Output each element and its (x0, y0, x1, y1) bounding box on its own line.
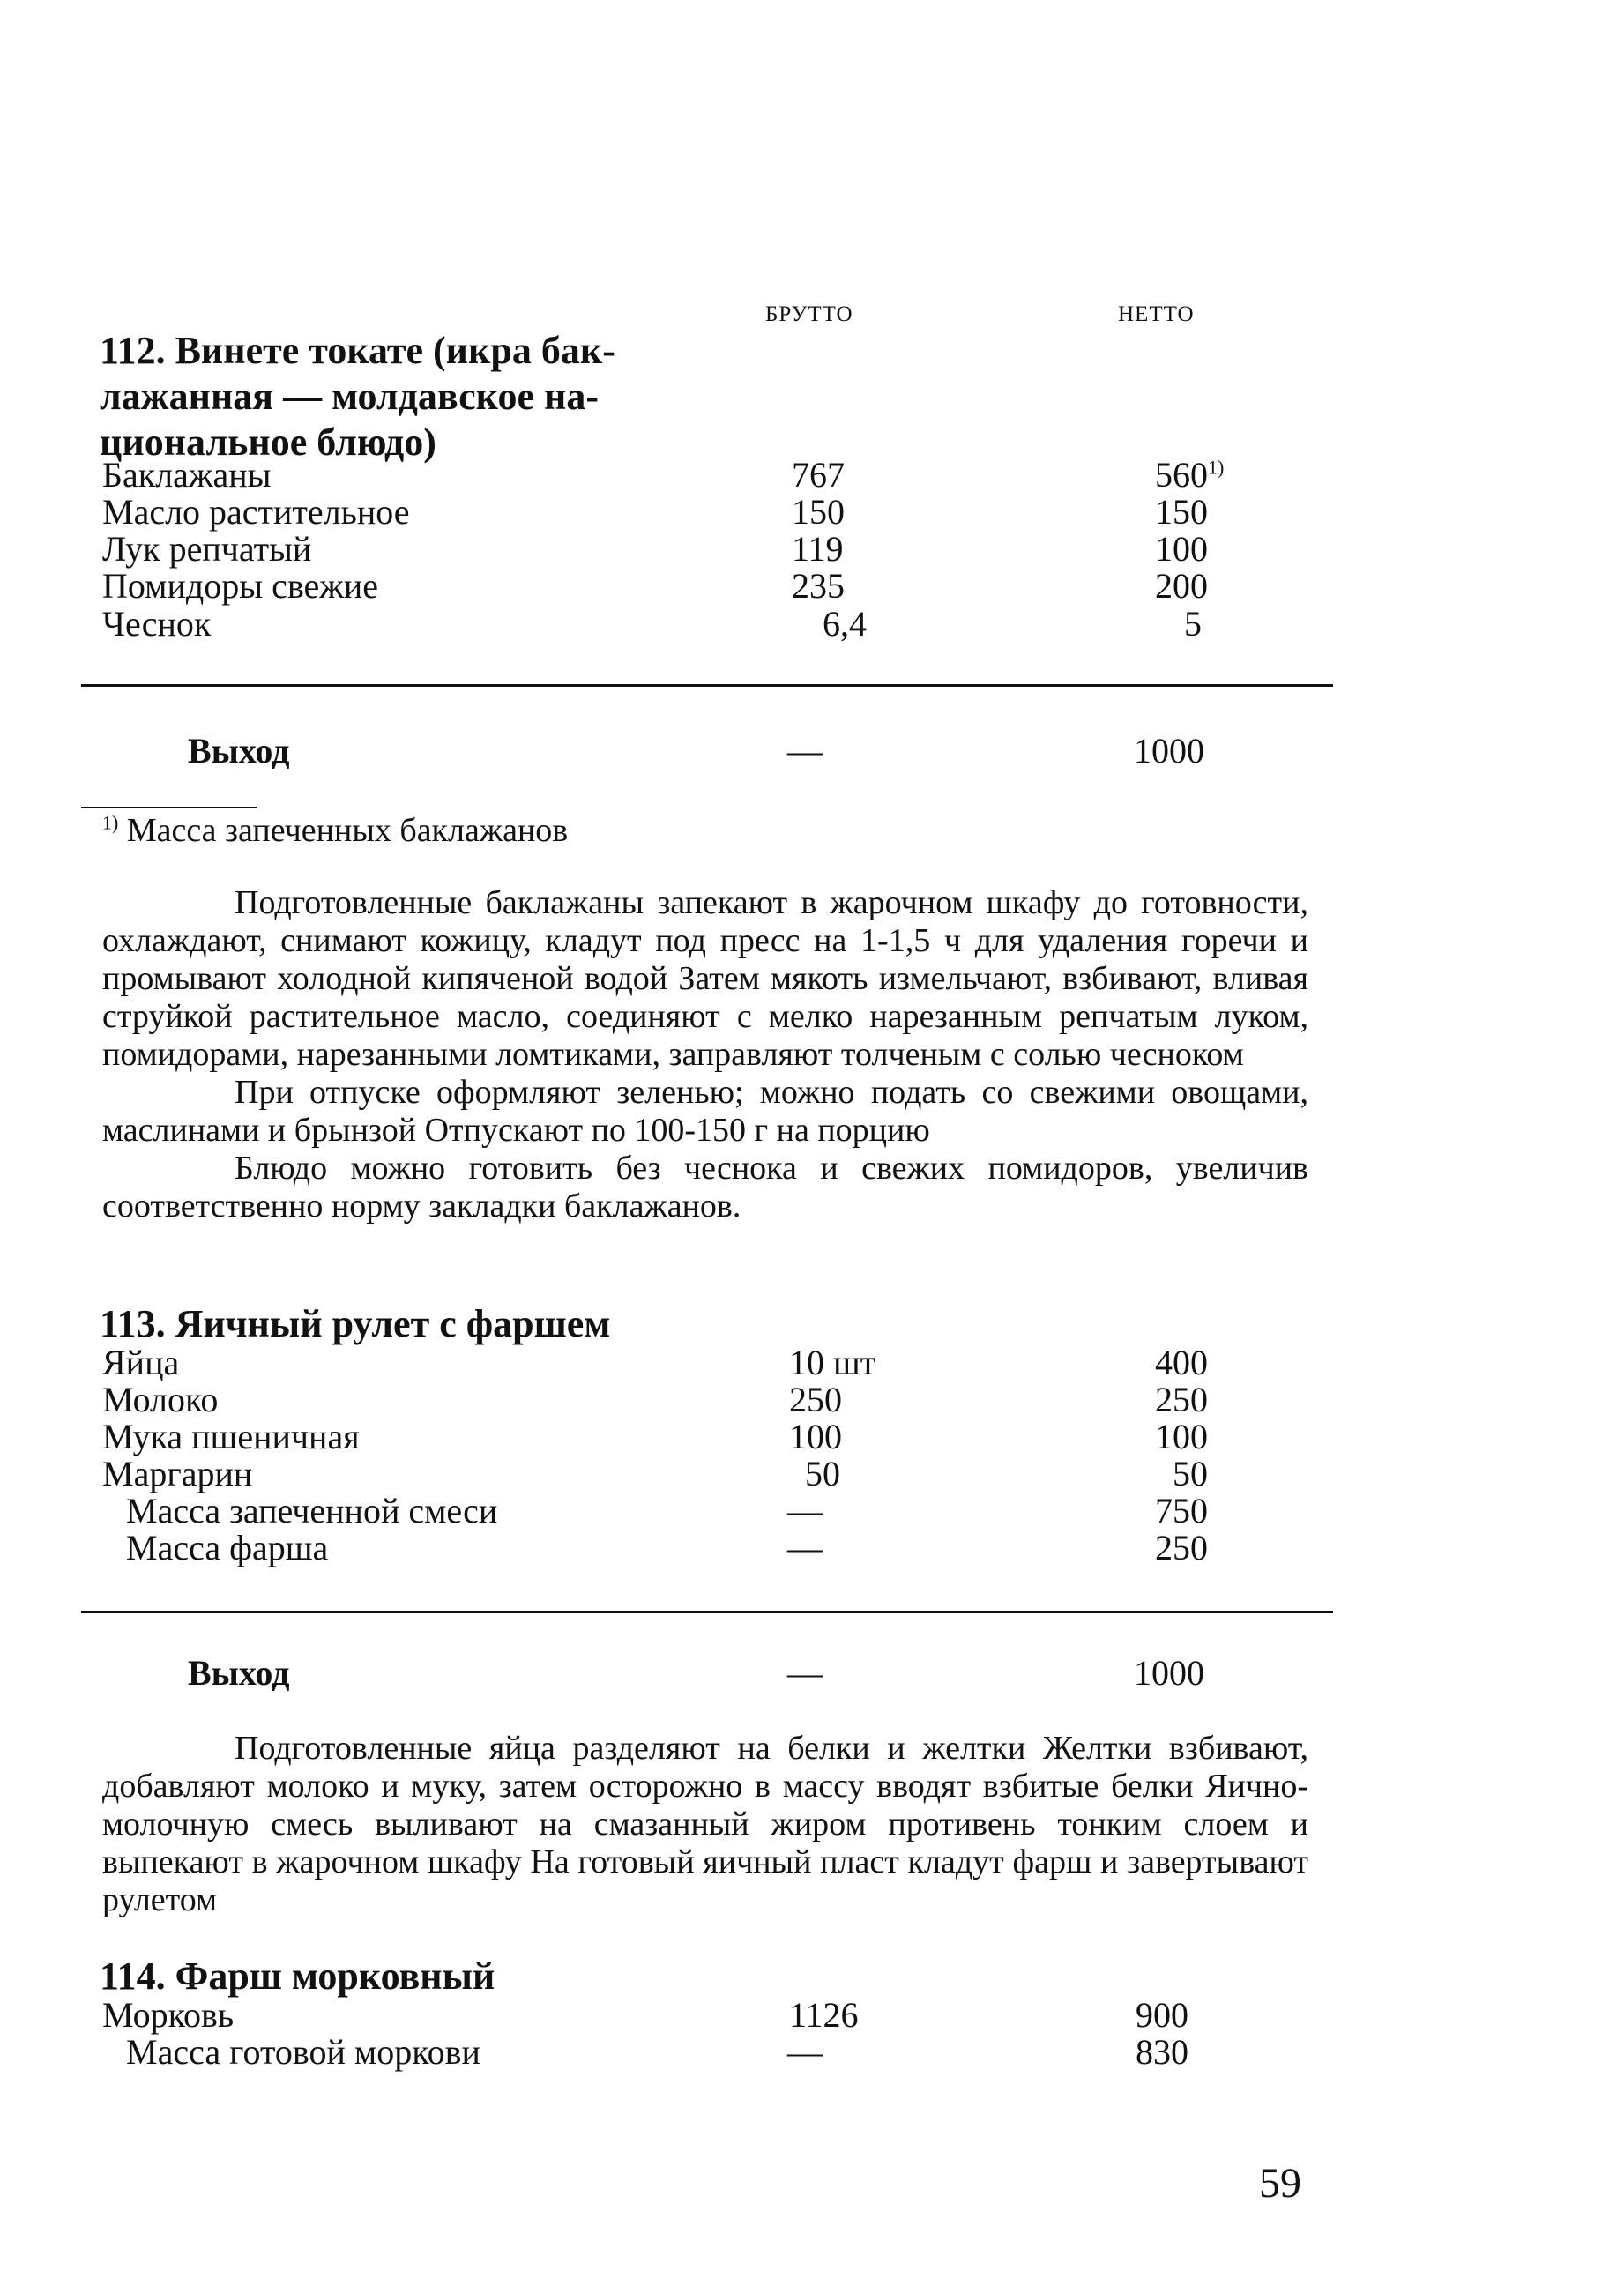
ingredient-brutto: 50 (805, 1454, 840, 1493)
ingredient-brutto: 119 (792, 529, 844, 569)
footnote-text: Масса запеченных баклажанов (126, 812, 569, 849)
ingredient-netto: 5 (1184, 604, 1202, 644)
ingredient-name: Масло растительное (102, 492, 410, 532)
table-divider (81, 684, 1333, 687)
ingredient-netto: 400 (1155, 1343, 1208, 1382)
yield-label: Выход (188, 731, 290, 771)
ingredient-netto: 200 (1155, 566, 1208, 606)
ingredient-brutto: 235 (792, 566, 845, 606)
recipe-112-instructions (102, 884, 1308, 1225)
column-header-netto: НЕТТО (1118, 302, 1195, 326)
ingredient-name: Морковь (102, 1995, 235, 2035)
footnote (102, 811, 568, 850)
ingredient-name: Масса фарша (126, 1528, 329, 1567)
ingredient-netto: 250 (1155, 1380, 1208, 1419)
ingredient-netto: 830 (1136, 2032, 1188, 2072)
ingredient-netto: 50 (1173, 1454, 1208, 1493)
ingredient-brutto: — (787, 2032, 823, 2072)
ingredient-brutto: — (787, 1491, 823, 1530)
yield-brutto: — (787, 1653, 823, 1693)
ingredient-name: Чеснок (102, 604, 212, 644)
yield-netto: 1000 (1134, 1653, 1204, 1693)
ingredient-name: Мука пшеничная (102, 1417, 360, 1456)
ingredient-name: Молоко (102, 1380, 219, 1419)
footnote-mark: 1) (102, 811, 119, 834)
recipe-114-title: 114. Фарш морковный (100, 1955, 495, 1998)
page-number: 59 (1259, 2160, 1301, 2207)
ingredient-netto: 750 (1155, 1491, 1208, 1530)
ingredient-brutto: 767 (792, 455, 845, 495)
ingredient-brutto: 6,4 (823, 604, 867, 644)
ingredient-name: Масса готовой моркови (126, 2032, 480, 2072)
ingredient-netto: 100 (1155, 1417, 1208, 1456)
ingredient-brutto: 1126 (789, 1995, 859, 2035)
ingredient-netto: 250 (1155, 1528, 1208, 1567)
ingredient-netto: 100 (1155, 529, 1208, 569)
instruction-paragraph: Подготовленные яйца разделяют на белки и желтки Желтки взбивают, добавляют молоко и муку, затем осторожно в массу вводят взбитые белки Яично-молочную смесь выливают на смазанный жиром противень тонким слоем и выпекают в жарочном шкафу На готовый яичный пласт кладут фарш и завертывают рулетом (102, 1730, 1308, 1918)
table-divider (81, 1611, 1333, 1613)
yield-brutto: — (787, 731, 823, 771)
instruction-paragraph: Блюдо можно готовить без чеснока и свежих помидоров, увеличив соответственно норму закладки баклажанов. (102, 1150, 1308, 1225)
column-header-brutto: БРУТТО (765, 302, 853, 326)
ingredient-name: Баклажаны (102, 455, 272, 495)
ingredient-brutto: 150 (792, 492, 845, 532)
footnote-rule (81, 807, 257, 808)
ingredient-netto: 560$^{1)}$ (1155, 455, 1225, 495)
recipe-113-instructions (102, 1730, 1308, 1919)
ingredient-brutto: — (787, 1528, 823, 1567)
ingredient-name: Лук репчатый (102, 529, 312, 569)
ingredient-name: Масса запеченной смеси (126, 1491, 498, 1530)
ingredient-brutto: 100 (789, 1417, 842, 1456)
footnote-marker: 1) (1208, 456, 1225, 479)
instruction-paragraph: При отпуске оформляют зеленью; можно подать со свежими овощами, маслинами и брынзой Отпускают по 100-150 г на порцию (102, 1074, 1308, 1149)
recipe-112-title-line-1: 112. Винете токате (икра бак- (100, 329, 615, 372)
ingredient-name: Помидоры свежие (102, 566, 379, 606)
yield-netto: 1000 (1134, 731, 1204, 771)
ingredient-netto: 900 (1136, 1995, 1188, 2035)
instruction-paragraph: Подготовленные баклажаны запекают в жарочном шкафу до готовности, охлаждают, снимают кожицу, кладут под пресс на 1-1,5 ч для удаления горечи и промывают холодной кипяченой водой Затем мякоть измельчают, взбивают, вливая струйкой растительное масло, соединяют с мелко нарезанным репчатым луком, помидорами, нарезанными ломтиками, заправляют толченым с солью чесноком (102, 884, 1308, 1073)
ingredient-brutto: 250 (789, 1380, 842, 1419)
recipe-112-title-line-3: циональное блюдо) (100, 421, 436, 464)
ingredient-brutto: 10 шт (789, 1343, 876, 1382)
yield-label: Выход (188, 1653, 290, 1693)
ingredient-netto: 150 (1155, 492, 1208, 532)
recipe-112-title-line-2: лажанная — молдавское на- (100, 375, 599, 418)
recipe-113-title: 113. Яичный рулет с фаршем (100, 1302, 611, 1345)
ingredient-name: Яйца (102, 1343, 180, 1382)
ingredient-name: Маргарин (102, 1454, 253, 1493)
